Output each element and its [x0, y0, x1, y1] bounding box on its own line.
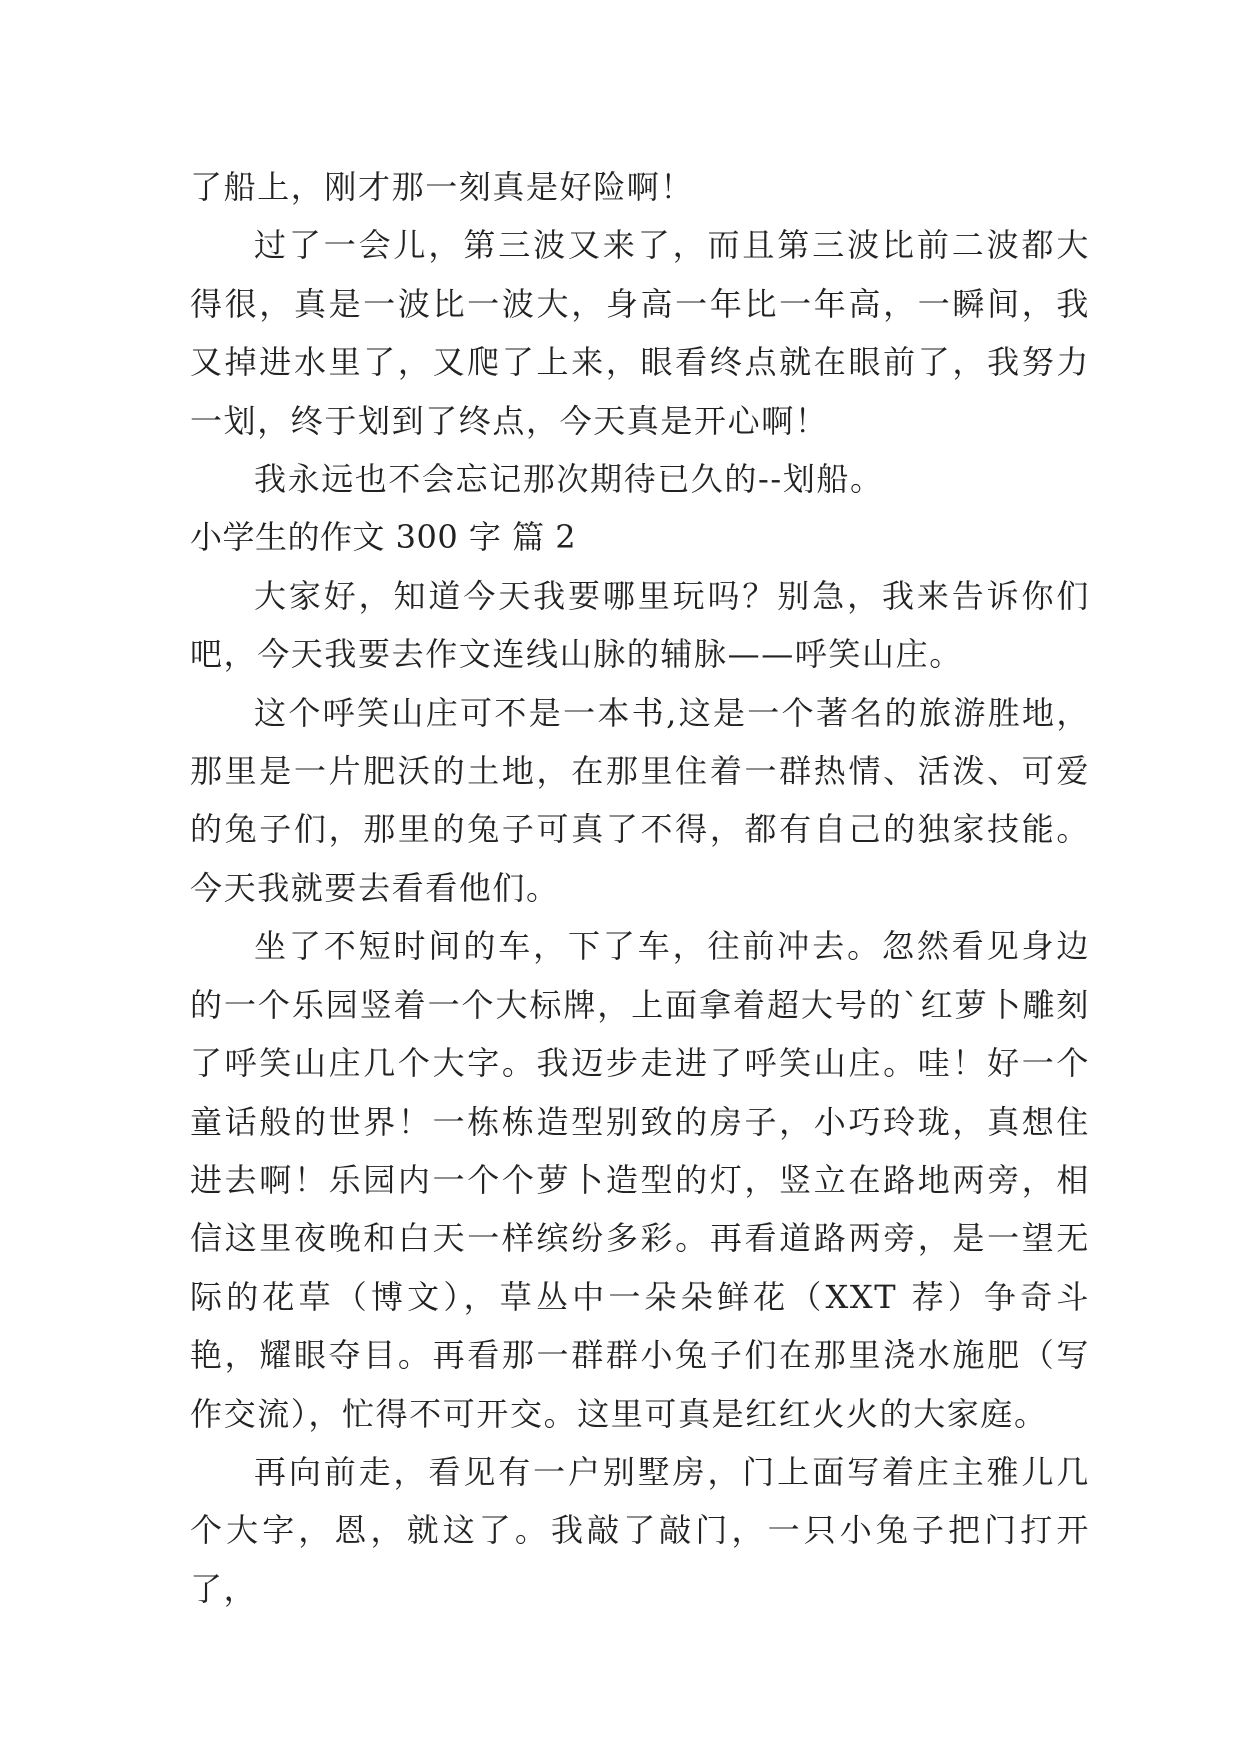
paragraph: 这个呼笑山庄可不是一本书,这是一个著名的旅游胜地，那里是一片肥沃的土地，在那里住着一群热情、活泼、可爱的兔子们，那里的兔子可真了不得，都有自己的独家技能。今天我就要去看看他们。 — [190, 693, 1090, 907]
paragraph: 我永远也不会忘记那次期待已久的--划船。 — [254, 460, 884, 499]
section-title: 小学生的作文 300 字 篇 2 — [190, 518, 577, 557]
paragraph: 再向前走，看见有一户别墅房，门上面写着庄主雅儿几个大字，恩，就这了。我敲了敲门，一只小兔子把门打开了， — [190, 1452, 1090, 1608]
paragraph: 了船上，刚才那一刻真是好险啊！ — [190, 168, 695, 206]
paragraph: 大家好，知道今天我要哪里玩吗？别急，我来告诉你们吧，今天我要去作文连线山脉的辅脉——呼笑山庄。 — [190, 576, 1090, 674]
paragraph: 过了一会儿，第三波又来了，而且第三波比前二波都大得很，真是一波比一波大，身高一年比一年高，一瞬间，我又掉进水里了，又爬了上来，眼看终点就在眼前了，我努力一划，终于划到了终点，今天真是开心啊！ — [190, 226, 1090, 440]
paragraph: 坐了不短时间的车，下了车，往前冲去。忽然看见身边的一个乐园竖着一个大标牌，上面拿着超大号的`红萝卜雕刻了呼笑山庄几个大字。我迈步走进了呼笑山庄。哇！好一个童话般的世界！一栋栋造型别致的房子，小巧玲珑，真想住进去啊！乐园内一个个萝卜造型的灯，竖立在路地两旁，相信这里夜晚和白天一样缤纷多彩。再看道路两旁，是一望无际的花草（博文），草丛中一朵朵鲜花（XXT 荐）争奇斗艳，耀眼夺目。再看那一群群小兔子们在那里浇水施肥（写作交流），忙得不可开交。这里可真是红红火火的大家庭。 — [190, 927, 1090, 1433]
document-body — [190, 158, 1090, 1618]
